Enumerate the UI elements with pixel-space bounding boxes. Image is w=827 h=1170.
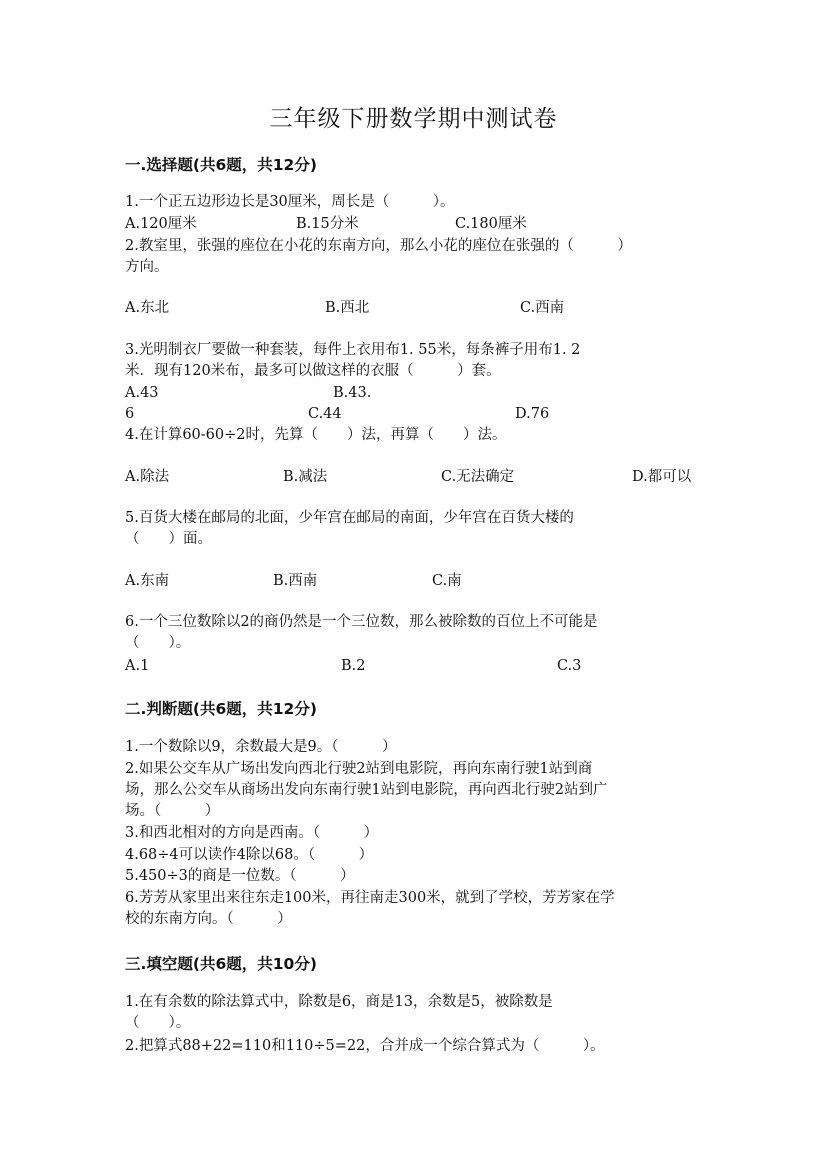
- question-text: 5.百货大楼在邮局的北面，少年宫在邮局的南面，少年宫在百货大楼的 （ ）面。: [125, 510, 574, 547]
- question-text: 2.把算式88+22=110和110÷5=22，合并成一个综合算式为（ ）。: [125, 1038, 605, 1054]
- question-text: 3.光明制衣厂要做一种套装，每件上衣用布1. 55米，每条裤子用布1. 2 米．现有120米布，最多可以做这样的衣服（ ）套。: [125, 342, 581, 379]
- question-text: 2.教室里，张强的座位在小花的东南方向，那么小花的座位在张强的（ ） 方向。: [125, 238, 632, 275]
- option-c: C.44: [308, 406, 342, 422]
- section-heading-choice: 一.选择题(共6题，共12分): [125, 156, 317, 174]
- option-d: D.76: [515, 406, 550, 422]
- option-b: B.减法: [283, 469, 328, 485]
- option-c: C.无法确定: [441, 469, 515, 485]
- option-a: A.120厘米: [125, 216, 197, 232]
- option-c: C.3: [557, 658, 582, 674]
- option-a: A.1: [125, 658, 150, 674]
- option-c: C.西南: [520, 300, 565, 316]
- question-text: 4.68÷4可以读作4除以68。（ ）: [125, 847, 374, 863]
- option-b: B.43.: [333, 385, 372, 401]
- question-text: 4.在计算60-60÷2时，先算（ ）法，再算（ ）法。: [125, 427, 507, 443]
- option-a: A.东南: [125, 573, 170, 589]
- question-text: 1.一个正五边形边长是30厘米，周长是（ ）。: [125, 194, 455, 210]
- question-text: 5.450÷3的商是一位数。（ ）: [125, 868, 355, 884]
- option-b: B.2: [341, 658, 366, 674]
- option-b: B.15分米: [296, 216, 359, 232]
- question-text: 2.如果公交车从广场出发向西北行驶2站到电影院，再向东南行驶1站到商 场，那么公交车从商场出发向东南行驶1站到电影院，再向西北行驶2站到广 场。（ ）: [125, 761, 608, 819]
- option-a: A.东北: [125, 300, 170, 316]
- option-b-continued: 6: [125, 406, 135, 422]
- option-d: D.都可以: [632, 469, 692, 485]
- question-text: 6.芳芳从家里出来往东走100米，再往南走300米，就到了学校，芳芳家在学 校的东南方向。（ ）: [125, 890, 615, 927]
- page-title: 三年级下册数学期中测试卷: [269, 106, 558, 132]
- question-text: 6.一个三位数除以2的商仍然是一个三位数，那么被除数的百位上不可能是 （ ）。: [125, 614, 598, 651]
- option-a: A.43: [125, 385, 159, 401]
- option-b: B.西北: [325, 300, 370, 316]
- question-text: 1.一个数除以9，余数最大是9。（ ）: [125, 739, 397, 755]
- option-c: C.180厘米: [455, 216, 527, 232]
- option-a: A.除法: [125, 469, 170, 485]
- question-text: 3.和西北相对的方向是西南。（ ）: [125, 825, 379, 841]
- section-heading-judge: 二.判断题(共6题，共12分): [125, 700, 317, 718]
- option-c: C.南: [432, 573, 462, 589]
- option-b: B.西南: [273, 573, 318, 589]
- question-text: 1.在有余数的除法算式中，除数是6，商是13，余数是5，被除数是 （ ）。: [125, 994, 553, 1031]
- section-heading-fill: 三.填空题(共6题，共10分): [125, 955, 317, 973]
